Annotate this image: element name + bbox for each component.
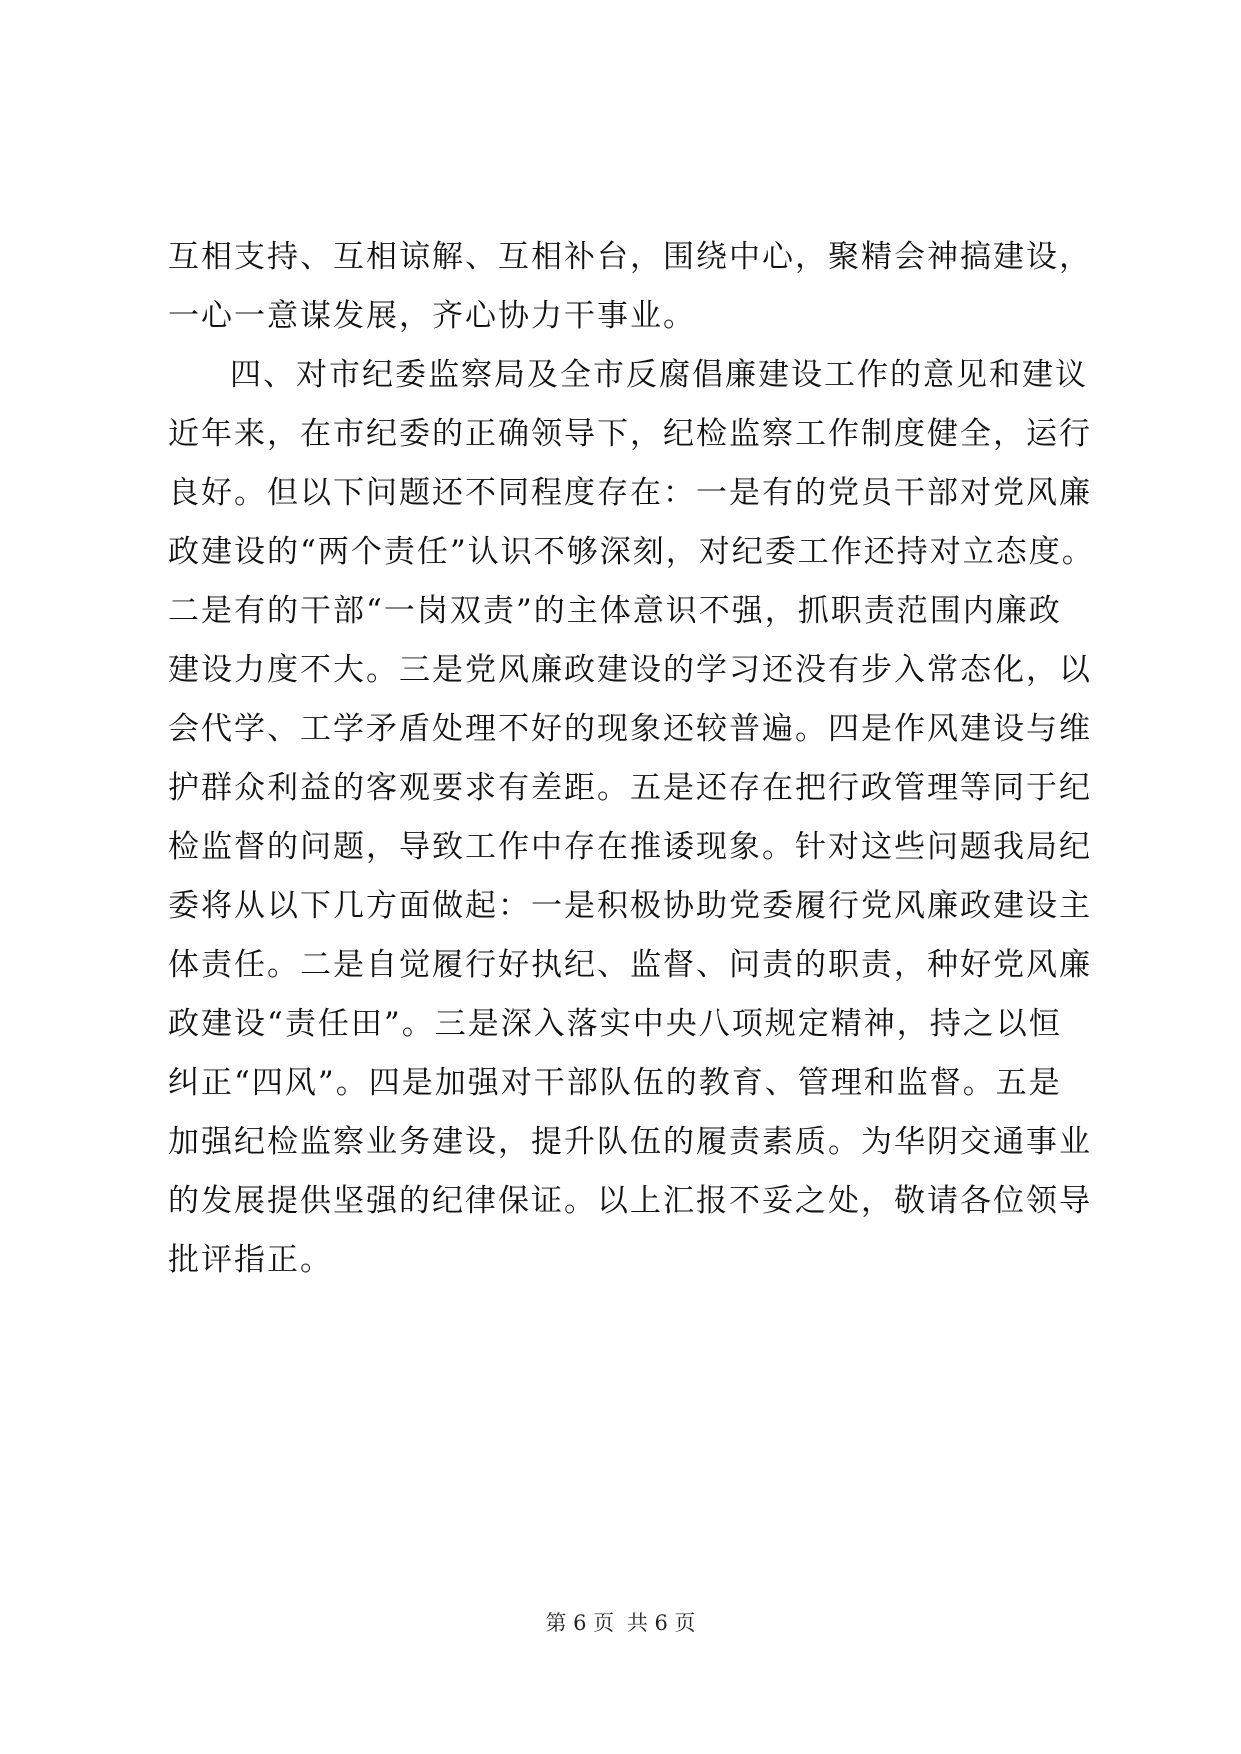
text-line: 的发展提供坚强的纪律保证。以上汇报不妥之处，敬请各位领导 bbox=[168, 1183, 1092, 1219]
text-line: 二是有的干部“一岗双责”的主体意识不强，抓职责范围内廉政 bbox=[168, 593, 1062, 629]
body-text bbox=[168, 228, 1095, 1290]
text-line: 政建设“责任田”。三是深入落实中央八项规定精神，持之以恒 bbox=[168, 1006, 1062, 1042]
text-line: 检监督的问题，导致工作中存在推诿现象。针对这些问题我局纪 bbox=[168, 829, 1092, 865]
page-total: 共 6 页 bbox=[626, 1611, 696, 1635]
text-line: 一心一意谋发展，齐心协力干事业。 bbox=[168, 298, 696, 334]
text-line: 体责任。二是自觉履行好执纪、监督、问责的职责，种好党风廉 bbox=[168, 947, 1092, 983]
page-footer bbox=[0, 1608, 1241, 1638]
text-line: 委将从以下几方面做起：一是积极协助党委履行党风廉政建设主 bbox=[168, 888, 1092, 924]
text-line: 良好。但以下问题还不同程度存在：一是有的党员干部对党风廉 bbox=[168, 475, 1092, 511]
text-line: 政建设的“两个责任”认识不够深刻，对纪委工作还持对立态度。 bbox=[168, 534, 1095, 570]
text-line: 会代学、工学矛盾处理不好的现象还较普遍。四是作风建设与维 bbox=[168, 711, 1092, 747]
text-line: 建设力度不大。三是党风廉政建设的学习还没有步入常态化，以 bbox=[168, 652, 1092, 688]
text-line: 护群众利益的客观要求有差距。五是还存在把行政管理等同于纪 bbox=[168, 770, 1092, 806]
section-heading: 四、对市纪委监察局及全市反腐倡廉建设工作的意见和建议 bbox=[230, 357, 1088, 393]
text-line: 近年来，在市纪委的正确领导下，纪检监察工作制度健全，运行 bbox=[168, 416, 1092, 452]
text-line: 加强纪检监察业务建设，提升队伍的履责素质。为华阴交通事业 bbox=[168, 1124, 1092, 1160]
text-line: 互相支持、互相谅解、互相补台，围绕中心，聚精会神搞建设， bbox=[168, 239, 1092, 275]
text-line: 纠正“四风”。四是加强对干部队伍的教育、管理和监督。五是 bbox=[168, 1065, 1062, 1101]
page-number: 第 6 页 bbox=[545, 1611, 615, 1635]
text-line: 批评指正。 bbox=[168, 1242, 333, 1278]
